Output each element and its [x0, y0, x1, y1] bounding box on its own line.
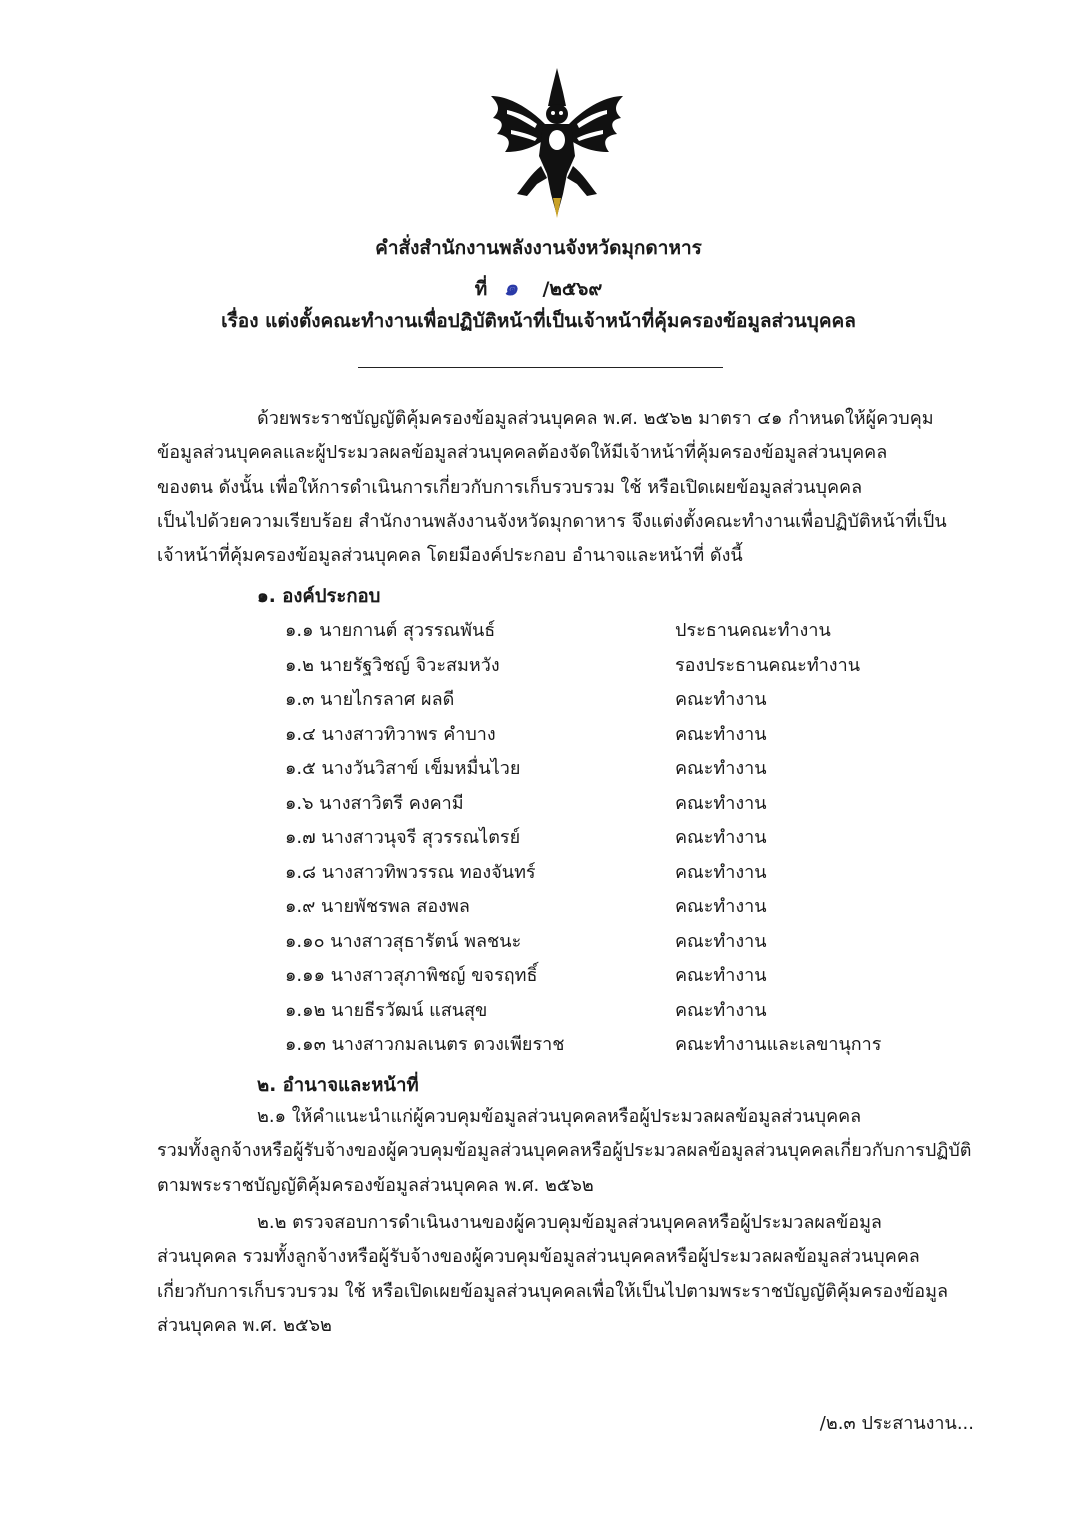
paragraph-line: รวมทั้งลูกจ้างหรือผู้รับจ้างของผู้ควบคุมข้อมูลส่วนบุคคลหรือผู้ประมวลผลข้อมูลส่วนบุคคลเกี่ยวกับการปฏิบัติ [157, 1140, 972, 1162]
order-number-year: /๒๕๖๙ [542, 278, 603, 300]
member-name: ๑.๔ นางสาวทิวาพร คำบาง [285, 723, 496, 745]
member-role: คณะทำงาน [675, 965, 767, 986]
garuda-emblem-icon [487, 66, 627, 221]
member-row [285, 753, 985, 783]
member-name: ๑.๑ นายกานต์ สุวรรณพันธ์ [285, 620, 496, 641]
intro-line: ของตน ดังนั้น เพื่อให้การดำเนินการเกี่ยวกับการเก็บรวบรวม ใช้ หรือเปิดเผยข้อมูลส่วนบุคคล [157, 476, 863, 498]
member-row [285, 822, 985, 852]
section-2-item-2 [157, 1206, 977, 1343]
member-name: ๑.๗ นางสาวนุจรี สุวรรณไตรย์ [285, 827, 521, 848]
member-row [285, 995, 985, 1025]
section-1-heading: ๑. องค์ประกอบ [257, 586, 381, 607]
member-name: ๑.๑๓ นางสาวกมลเนตร ดวงเพียราช [285, 1034, 565, 1055]
paragraph-line: ตามพระราชบัญญัติคุ้มครองข้อมูลส่วนบุคคล พ.ศ. ๒๕๖๒ [157, 1174, 594, 1196]
section-2-item-1 [157, 1100, 977, 1203]
continuation-marker: /๒.๓ ประสานงาน... [819, 1413, 974, 1434]
member-role: คณะทำงาน [675, 792, 767, 814]
member-role: คณะทำงาน [675, 827, 767, 848]
member-name: ๑.๑๐ นางสาวสุธารัตน์ พลชนะ [285, 930, 522, 952]
member-role: คณะทำงาน [675, 896, 767, 917]
paragraph-line: ส่วนบุคคล รวมทั้งลูกจ้างหรือผู้รับจ้างของผู้ควบคุมข้อมูลส่วนบุคคลหรือผู้ประมวลผลข้อมูลส่วนบุคคล [157, 1246, 920, 1268]
paragraph-line: ๒.๒ ตรวจสอบการดำเนินงานของผู้ควบคุมข้อมูลส่วนบุคคลหรือผู้ประมวลผลข้อมูล [257, 1212, 882, 1233]
member-row [285, 960, 985, 990]
intro-line: ด้วยพระราชบัญญัติคุ้มครองข้อมูลส่วนบุคคล พ.ศ. ๒๕๖๒ มาตรา ๔๑ กำหนดให้ผู้ควบคุม [257, 408, 934, 429]
intro-line: เจ้าหน้าที่คุ้มครองข้อมูลส่วนบุคคล โดยมีองค์ประกอบ อำนาจและหน้าที่ ดังนี้ [157, 545, 743, 567]
member-role: ประธานคณะทำงาน [675, 620, 831, 641]
intro-line: เป็นไปด้วยความเรียบร้อย สำนักงานพลังงานจังหวัดมุกดาหาร จึงแต่งตั้งคณะทำงานเพื่อปฏิบัติหน้าที่เป็น [157, 510, 947, 532]
member-row [285, 926, 985, 956]
member-row [285, 857, 985, 887]
paragraph-line: เกี่ยวกับการเก็บรวบรวม ใช้ หรือเปิดเผยข้อมูลส่วนบุคคลเพื่อให้เป็นไปตามพระราชบัญญัติคุ้มครองข้อมูล [157, 1280, 948, 1302]
order-subject: เรื่อง แต่งตั้งคณะทำงานเพื่อปฏิบัติหน้าที่เป็นเจ้าหน้าที่คุ้มครองข้อมูลส่วนบุคคล [221, 310, 856, 332]
member-role: คณะทำงาน [675, 723, 767, 745]
intro-line: ข้อมูลส่วนบุคคลและผู้ประมวลผลข้อมูลส่วนบุคคลต้องจัดให้มีเจ้าหน้าที่คุ้มครองข้อมูลส่วนบุคคล [157, 442, 888, 464]
member-role: คณะทำงาน [675, 861, 767, 883]
member-name: ๑.๓ นายไกรลาศ ผลดี [285, 689, 455, 710]
intro-paragraph [157, 402, 977, 573]
handwritten-number: ๑ [503, 275, 518, 301]
order-number-prefix: ที่ [474, 278, 488, 300]
member-name: ๑.๑๑ นางสาวสุภาพิชญ์ ขจรฤทธิ์ [285, 965, 538, 986]
member-role: รองประธานคณะทำงาน [675, 654, 861, 676]
order-number [0, 270, 1077, 305]
member-role: คณะทำงาน [675, 930, 767, 952]
member-name: ๑.๑๒ นายธีรวัฒน์ แสนสุข [285, 999, 488, 1021]
member-row [285, 891, 985, 921]
member-role: คณะทำงาน [675, 999, 767, 1021]
member-name: ๑.๖ นางสาวิตรี คงคามี [285, 792, 464, 814]
member-row [285, 719, 985, 749]
member-role: คณะทำงาน [675, 689, 767, 710]
member-row [285, 615, 985, 645]
member-name: ๑.๒ นายรัฐวิชญ์ จิวะสมหวัง [285, 654, 500, 676]
order-title: คำสั่งสำนักงานพลังงานจังหวัดมุกดาหาร [375, 237, 702, 259]
member-name: ๑.๙ นายพัชรพล สองพล [285, 896, 470, 917]
header-divider [358, 367, 723, 368]
member-row [285, 650, 985, 680]
member-row [285, 788, 985, 818]
member-name: ๑.๘ นางสาวทิพวรรณ ทองจันทร์ [285, 861, 536, 883]
paragraph-line: ส่วนบุคคล พ.ศ. ๒๕๖๒ [157, 1314, 332, 1336]
section-2-heading: ๒. อำนาจและหน้าที่ [257, 1075, 419, 1096]
member-row [285, 684, 985, 714]
paragraph-line: ๒.๑ ให้คำแนะนำแก่ผู้ควบคุมข้อมูลส่วนบุคคลหรือผู้ประมวลผลข้อมูลส่วนบุคคล [257, 1106, 862, 1127]
member-role: คณะทำงานและเลขานุการ [675, 1034, 882, 1055]
member-role: คณะทำงาน [675, 758, 767, 779]
member-name: ๑.๕ นางวันวิสาข์ เข็มหมื่นไวย [285, 758, 521, 779]
member-row [285, 1029, 985, 1059]
